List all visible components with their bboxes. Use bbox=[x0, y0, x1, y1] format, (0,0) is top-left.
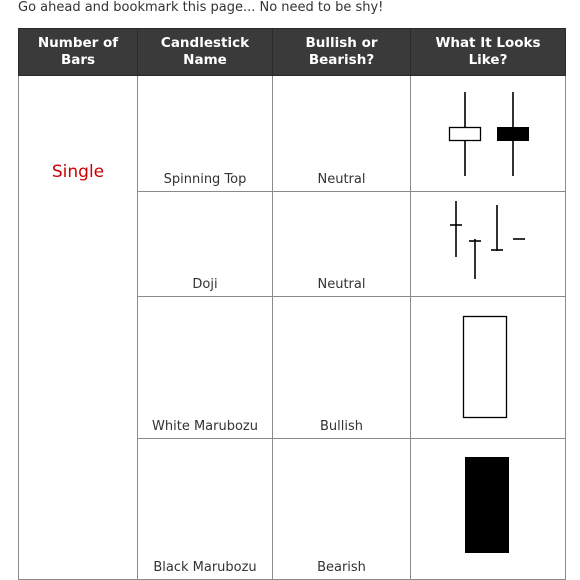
candlestick-illustration bbox=[411, 296, 566, 438]
header-number-of-bars: Number of Bars bbox=[19, 29, 138, 76]
candlestick-name: Black Marubozu bbox=[138, 438, 273, 579]
header-candlestick-name: Candlestick Name bbox=[138, 29, 273, 76]
white-marubozu-icon bbox=[411, 299, 566, 436]
header-what-it-looks-like: What It Looks Like? bbox=[411, 29, 566, 76]
candlestick-illustration bbox=[411, 191, 566, 296]
table-row bbox=[19, 76, 566, 192]
black-marubozu-icon bbox=[411, 441, 566, 577]
sentiment: Neutral bbox=[273, 76, 411, 192]
candlestick-name: White Marubozu bbox=[138, 296, 273, 438]
sentiment: Neutral bbox=[273, 191, 411, 296]
table-header-row bbox=[19, 29, 566, 76]
sentiment: Bullish bbox=[273, 296, 411, 438]
candlestick-illustration bbox=[411, 438, 566, 579]
candlestick-cheat-sheet-table bbox=[18, 28, 566, 580]
group-label-single: Single bbox=[19, 76, 138, 580]
candlestick-illustration bbox=[411, 76, 566, 192]
candlestick-name: Spinning Top bbox=[138, 76, 273, 192]
candlestick-name: Doji bbox=[138, 191, 273, 296]
spinning-top-icon bbox=[411, 78, 566, 189]
header-bullish-or-bearish: Bullish or Bearish? bbox=[273, 29, 411, 76]
intro-text: Go ahead and bookmark this page... No need to be shy! bbox=[18, 0, 384, 15]
sentiment: Bearish bbox=[273, 438, 411, 579]
doji-icon bbox=[411, 193, 566, 294]
